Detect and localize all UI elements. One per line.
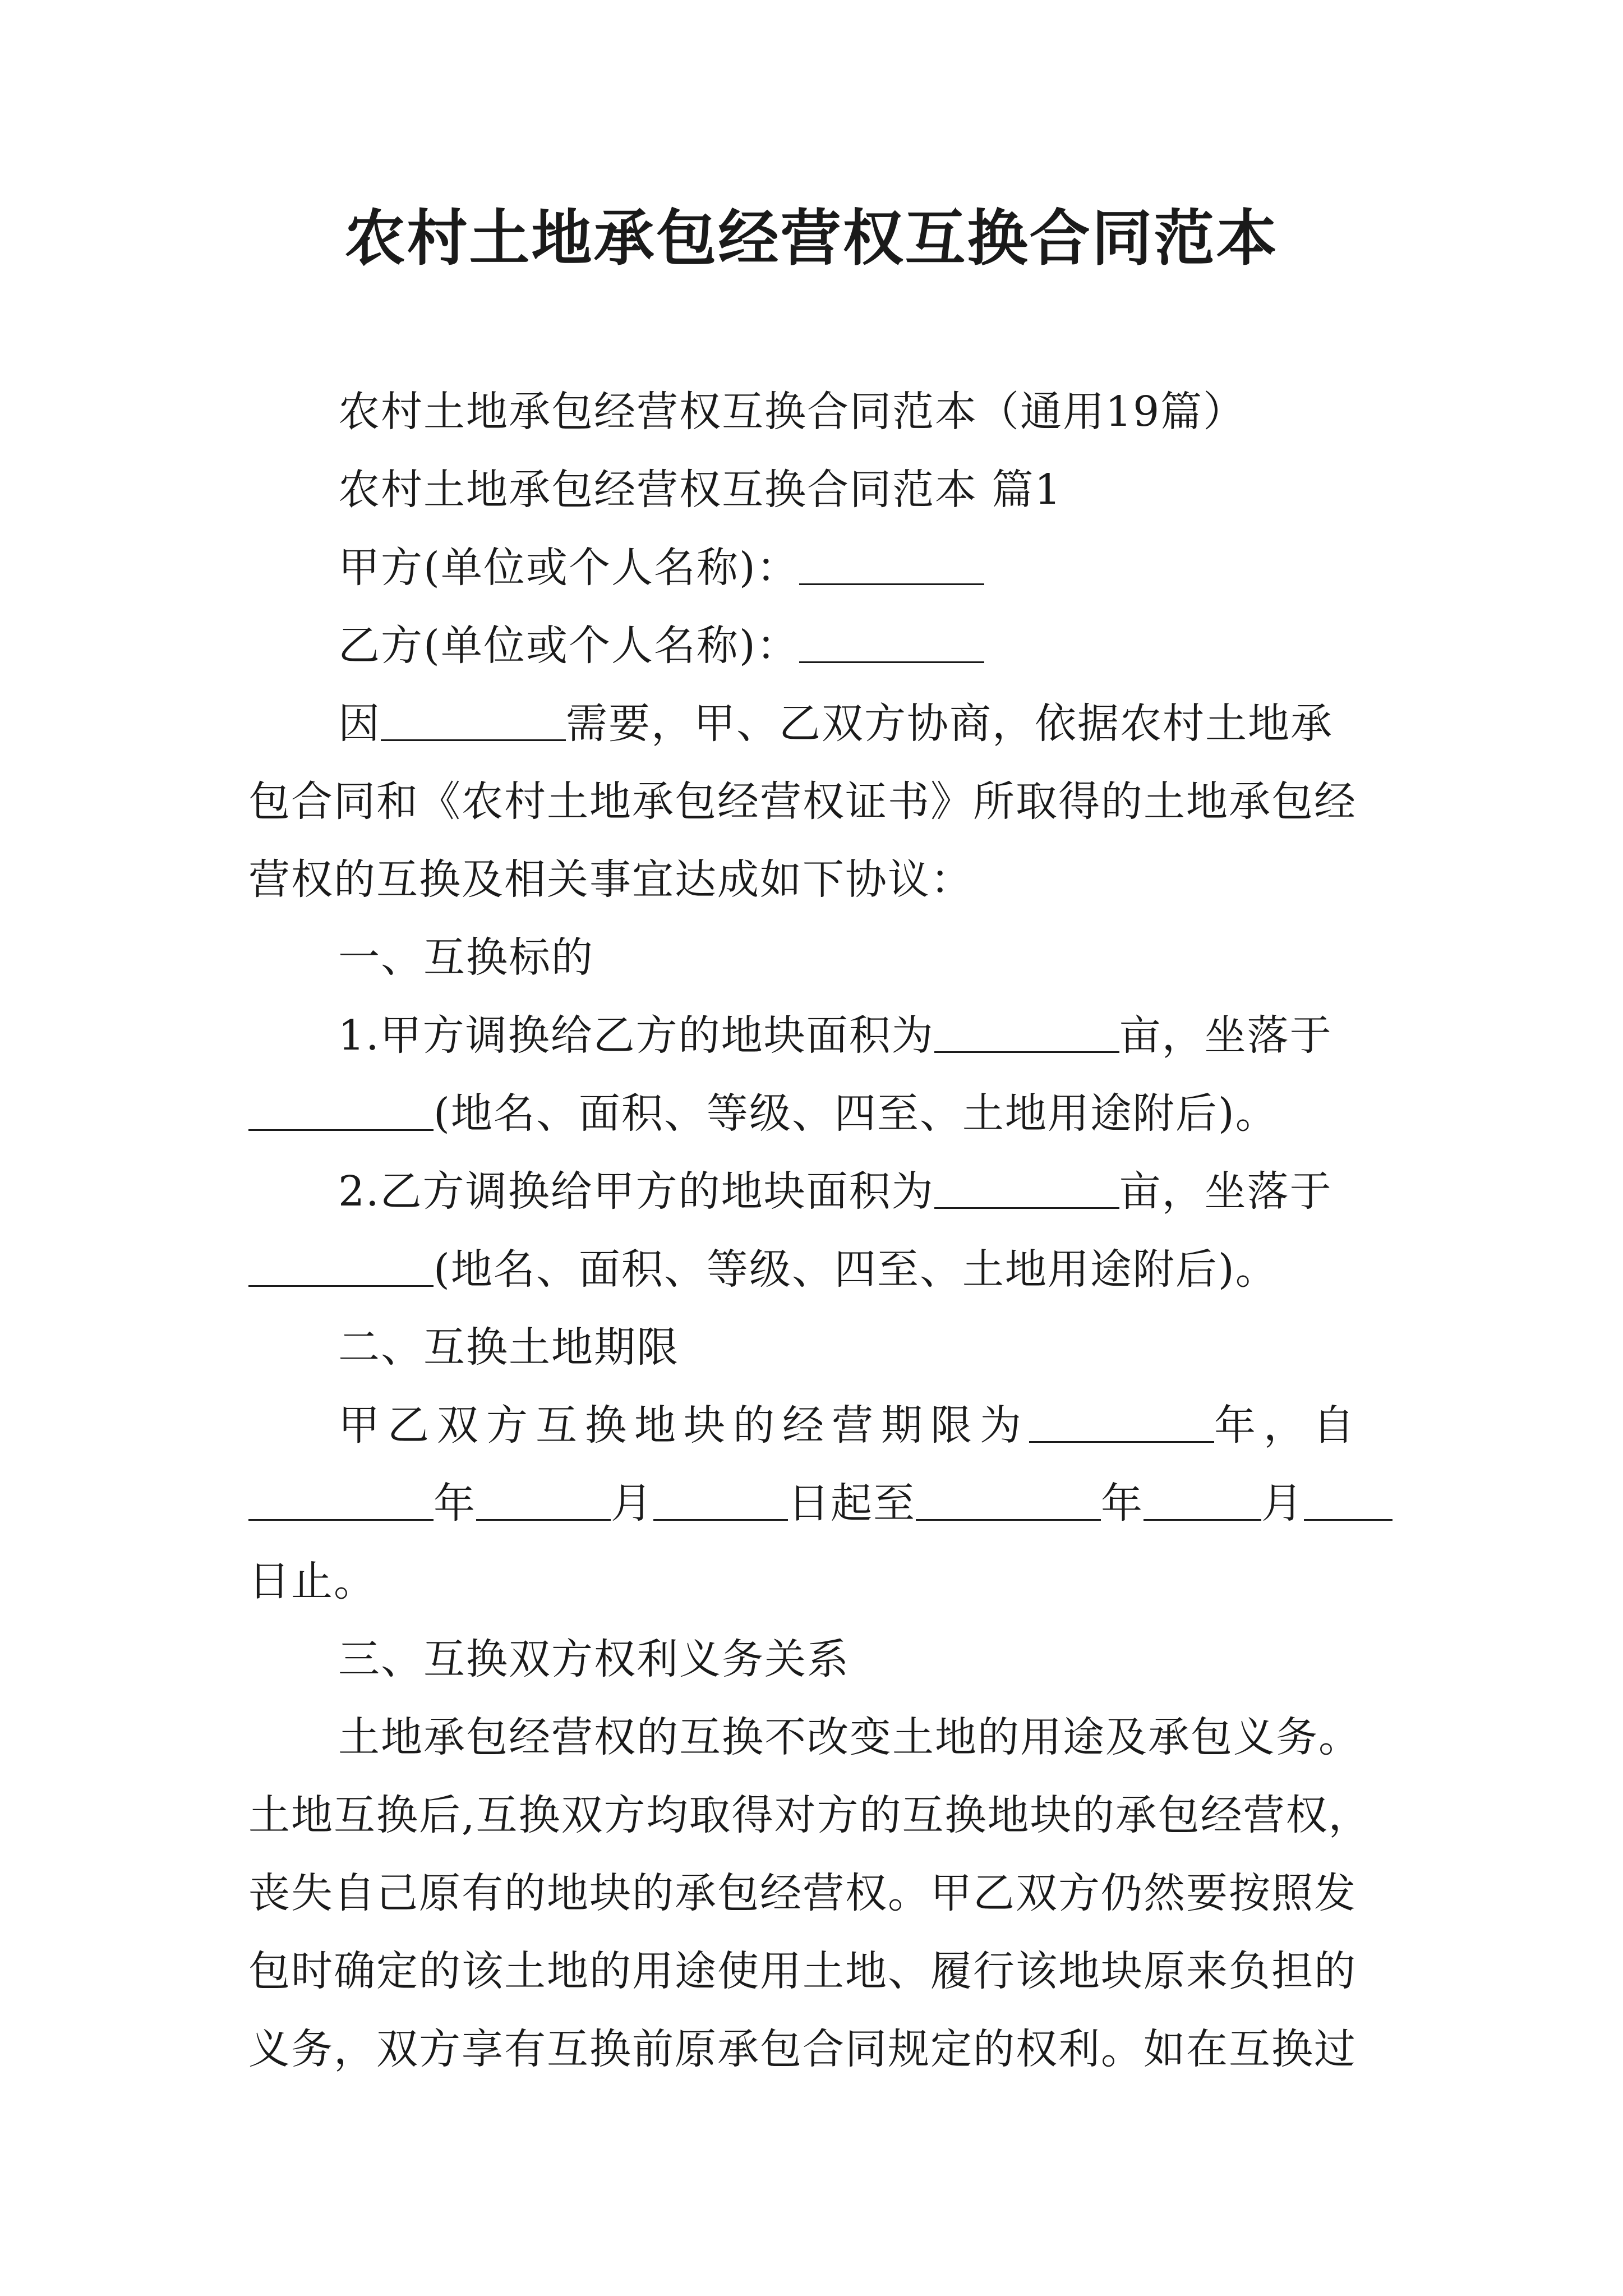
intro-line-1 (248, 685, 1393, 763)
item1-text-b: 亩，坐落于 (1119, 1011, 1332, 1060)
section1-heading: 一、互换标的 (338, 933, 594, 982)
section3-line-1: 土地承包经营权的互换不改变土地的用途及承包义务。 (338, 1713, 1361, 1761)
section1-item2-line1 (248, 1153, 1393, 1231)
party-b-blank (799, 616, 984, 663)
section3-heading: 三、互换双方权利义务关系 (338, 1635, 850, 1683)
item2-text-b: 亩，坐落于 (1119, 1167, 1332, 1216)
section2-heading: 二、互换土地期限 (338, 1323, 679, 1372)
item2-text-c: (地名、面积、等级、四至、土地用途附后)。 (434, 1245, 1278, 1294)
section3-line-3: 丧失自己原有的地块的承包经营权。甲乙双方仍然要按照发 (248, 1869, 1357, 1917)
section3-line-2: 土地互换后,互换双方均取得对方的互换地块的承包经营权， (248, 1791, 1371, 1839)
start-month-label: 月 (611, 1479, 653, 1527)
section1-item1-line1 (248, 997, 1393, 1075)
start-day-label: 日起至 (788, 1479, 916, 1527)
section2-text-1: 甲乙双方互换地块的经营期限为 (338, 1401, 1029, 1450)
section2-text-2: 年，自 (1214, 1401, 1362, 1450)
start-month-blank (476, 1474, 611, 1521)
section2-line1 (248, 1387, 1393, 1465)
start-year-blank (248, 1474, 434, 1521)
intro-text-1: 因 (338, 700, 381, 748)
start-day-blank (653, 1474, 788, 1521)
term-years-blank (1029, 1396, 1214, 1443)
item1-text-c: (地名、面积、等级、四至、土地用途附后)。 (434, 1089, 1278, 1138)
party-b-label: 乙方(单位或个人名称)： (338, 622, 799, 670)
party-a-label: 甲方(单位或个人名称)： (338, 544, 799, 592)
subtitle: 农村土地承包经营权互换合同范本（通用19篇） (338, 388, 1246, 436)
end-year-blank (916, 1474, 1101, 1521)
intro-line-3: 营权的互换及相关事宜达成如下协议： (248, 855, 973, 904)
start-year-label: 年 (434, 1479, 476, 1527)
item1-area-blank (934, 1006, 1119, 1053)
intro-text-2: 需要，甲、乙双方协商，依据农村土地承 (566, 700, 1333, 748)
section1-item1-line2 (248, 1075, 1393, 1153)
intro-blank (381, 694, 566, 741)
end-month-blank (1144, 1474, 1261, 1521)
party-a-line (248, 529, 1393, 607)
end-month-label: 月 (1261, 1479, 1304, 1527)
section2-line3: 日止。 (248, 1557, 376, 1605)
document-body (248, 373, 1393, 2088)
section3-line-4: 包时确定的该土地的用途使用土地、履行该地块原来负担的 (248, 1947, 1357, 1995)
item2-location-blank (248, 1240, 434, 1287)
party-a-blank (799, 539, 984, 585)
section2-line2 (248, 1465, 1393, 1543)
item1-text-a: 1.甲方调换给乙方的地块面积为 (338, 1011, 934, 1060)
section1-item2-line2 (248, 1231, 1393, 1309)
item2-area-blank (934, 1162, 1119, 1209)
item2-text-a: 2.乙方调换给甲方的地块面积为 (338, 1167, 934, 1216)
party-b-line (248, 607, 1393, 685)
item1-location-blank (248, 1084, 434, 1131)
section3-line-5: 义务，双方享有互换前原承包合同规定的权利。如在互换过 (248, 2025, 1357, 2073)
intro-line-2: 包合同和《农村土地承包经营权证书》所取得的土地承包经 (248, 777, 1357, 826)
part-heading: 农村土地承包经营权互换合同范本 篇1 (338, 466, 1062, 514)
document-title: 农村土地承包经营权互换合同范本 (344, 203, 1279, 274)
end-year-label: 年 (1101, 1479, 1144, 1527)
end-day-blank (1304, 1474, 1393, 1521)
